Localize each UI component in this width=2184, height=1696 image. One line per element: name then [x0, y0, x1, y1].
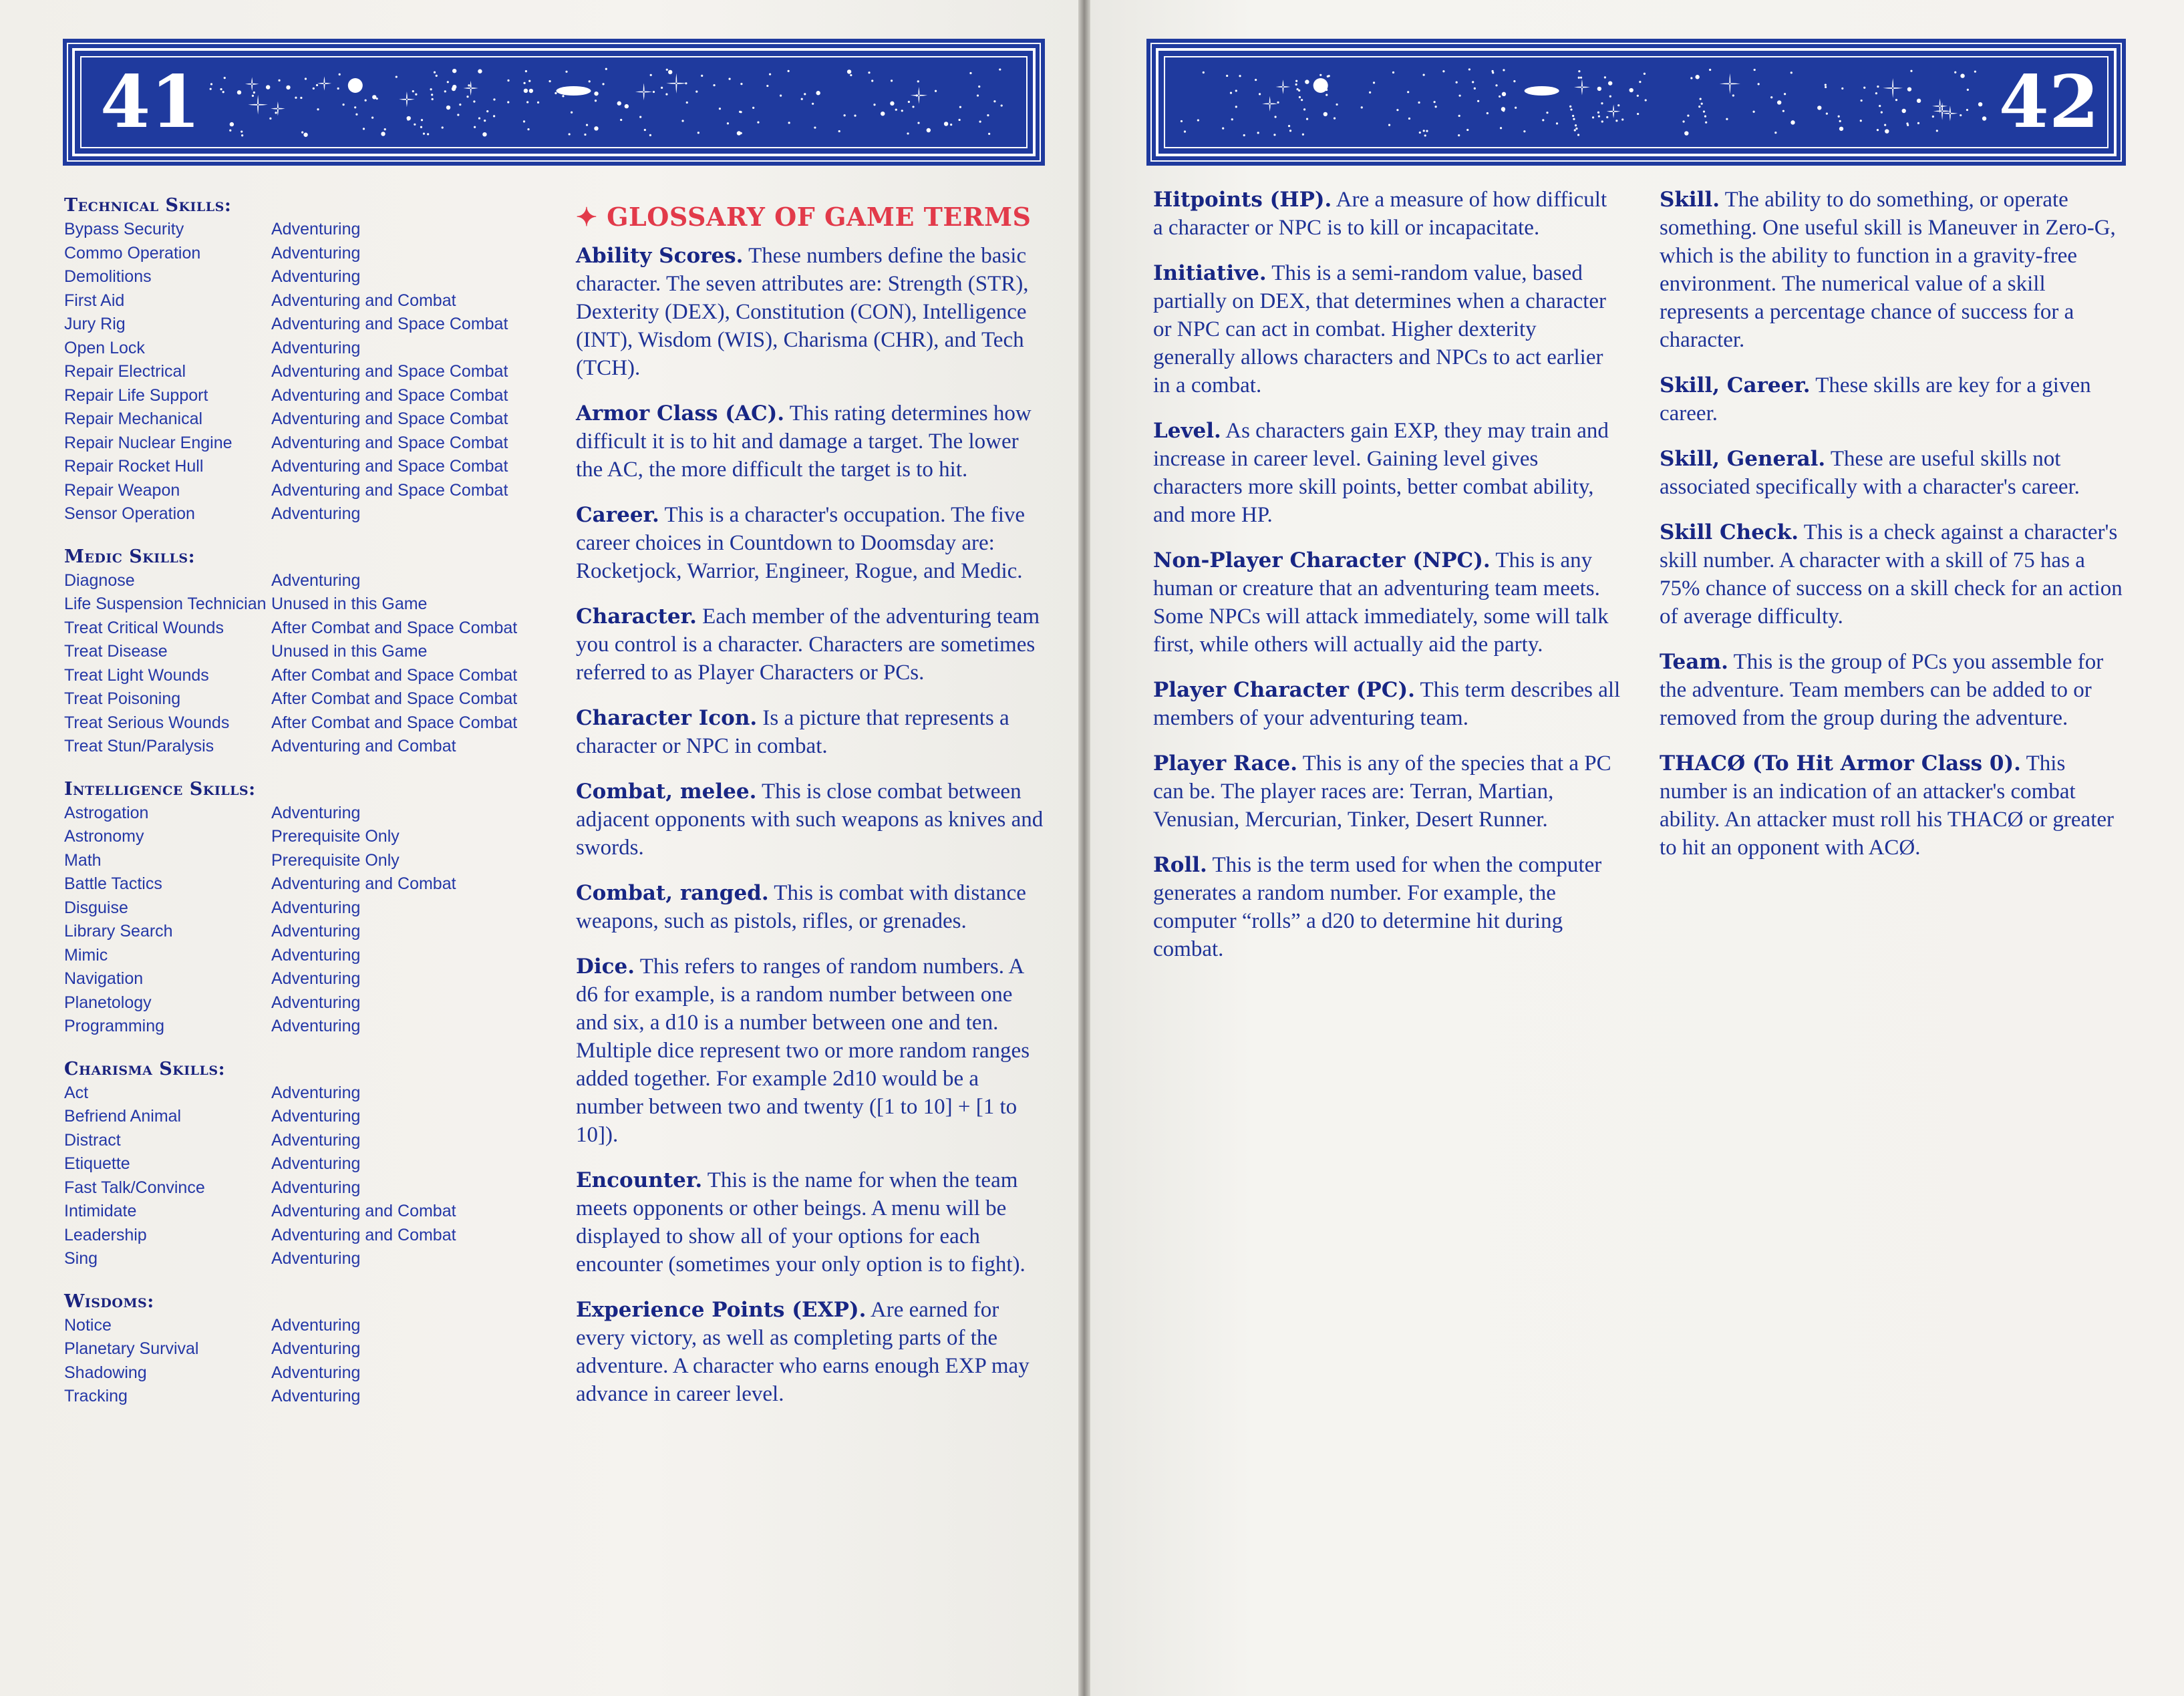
skill-name: Repair Life Support	[64, 385, 208, 405]
skill-group-heading: Technical Skills:	[64, 195, 232, 216]
skill-use: Adventuring	[271, 267, 361, 286]
skill-use: Adventuring	[271, 338, 361, 357]
skill-name: Demolitions	[64, 267, 152, 286]
skill-name: Astronomy	[64, 827, 144, 846]
skill-use: Unused in this Game	[271, 642, 428, 661]
skill-use: Adventuring and Space Combat	[271, 480, 508, 500]
glossary-entry	[1153, 546, 1621, 659]
skill-name: Treat Stun/Paralysis	[64, 737, 214, 755]
skill-use: Prerequisite Only	[271, 827, 400, 846]
skill-name: Act	[64, 1083, 89, 1102]
skill-use: Adventuring and Space Combat	[271, 409, 508, 428]
skill-use: Adventuring	[271, 1363, 361, 1382]
skill-name: Programming	[64, 1017, 165, 1035]
glossary-term: Skill, Career.	[1660, 373, 1811, 397]
skill-row	[64, 991, 532, 1015]
skill-row	[64, 432, 532, 456]
glossary-entry	[1660, 518, 2127, 631]
skill-use: Adventuring and Space Combat	[271, 433, 508, 452]
glossary-term: THACØ (To Hit Armor Class 0).	[1660, 751, 2021, 776]
skill-row	[64, 1152, 532, 1176]
glossary-term: Initiative.	[1153, 261, 1267, 285]
skill-name: Distract	[64, 1130, 121, 1150]
skill-use: Adventuring	[271, 1178, 361, 1197]
glossary-term: Hitpoints (HP).	[1153, 188, 1332, 212]
skill-name: Commo Operation	[64, 243, 201, 263]
skill-row	[64, 1314, 532, 1338]
glossary-column-2	[1153, 186, 1621, 981]
skill-row	[64, 313, 532, 337]
glossary-term: Roll.	[1153, 853, 1207, 877]
page-number-right: 42	[1998, 60, 2099, 144]
skill-name: Shadowing	[64, 1363, 147, 1382]
page-banner-right	[1146, 39, 2126, 166]
skill-row	[64, 569, 532, 593]
glossary-definition: This is combat with distance weapons, such as pistols, rifles, or grenades.	[576, 881, 1026, 933]
skill-name: Mimic	[64, 945, 108, 965]
skill-use: After Combat and Space Combat	[271, 689, 518, 708]
skill-name: Tracking	[64, 1387, 128, 1405]
skill-use: Adventuring	[271, 1249, 361, 1268]
skill-row	[64, 735, 532, 759]
skill-use: Adventuring	[271, 922, 361, 941]
glossary-entry	[1153, 676, 1621, 732]
skill-group	[64, 545, 532, 759]
skill-name: Astrogation	[64, 803, 149, 822]
skill-row	[64, 384, 532, 408]
skill-row	[64, 640, 532, 664]
skill-name: Sensor Operation	[64, 504, 195, 523]
skill-row	[64, 1361, 532, 1385]
skill-row	[64, 242, 532, 266]
glossary-entry	[1153, 851, 1621, 963]
glossary-definition: This is the name for when the team meets opponents or other beings. A menu will be displayed to show all of your options for each encounter (sometimes your only option is to fight).	[576, 1168, 1026, 1277]
glossary-term: Ability Scores.	[576, 244, 744, 268]
skill-use: Adventuring	[271, 504, 361, 523]
skill-use: Adventuring	[271, 1107, 361, 1126]
skill-name: Repair Nuclear Engine	[64, 433, 232, 452]
glossary-term: Player Race.	[1153, 751, 1297, 776]
glossary-definition: Is a picture that represents a character or NPC in combat.	[576, 706, 1009, 758]
glossary-entry	[1660, 445, 2127, 501]
glossary-title: ✦ GLOSSARY OF GAME TERMS	[576, 202, 1032, 232]
skill-use: Adventuring and Space Combat	[271, 362, 508, 381]
glossary-entry	[576, 704, 1044, 760]
glossary-definition: These numbers define the basic character. The seven attributes are: Strength (STR), Dexterity (DEX), Constitution (CON), Intelligence (INT), Wisdom (WIS), Charisma (CHR), and Tech (TCH).	[576, 244, 1029, 380]
skill-row	[64, 711, 532, 735]
skill-name: Notice	[64, 1315, 112, 1335]
skill-use: Adventuring	[271, 1130, 361, 1150]
skill-row	[64, 920, 532, 944]
skill-use: Adventuring	[271, 1017, 361, 1035]
glossary-term: Combat, ranged.	[576, 881, 769, 905]
skill-row	[64, 502, 532, 526]
glossary-entry	[1660, 186, 2127, 354]
glossary-entry	[1153, 417, 1621, 529]
skill-name: Planetology	[64, 993, 152, 1012]
skill-name: Disguise	[64, 898, 128, 917]
skill-use: Unused in this Game	[271, 595, 428, 613]
skill-name: Treat Disease	[64, 642, 168, 661]
glossary-term: Skill.	[1660, 188, 1720, 212]
glossary-term: Combat, melee.	[576, 780, 757, 804]
skill-row	[64, 849, 532, 873]
glossary-entry	[576, 778, 1044, 862]
glossary-entry	[576, 242, 1044, 382]
skill-use: Adventuring and Combat	[271, 737, 456, 755]
glossary-definition: This term describes all members of your adventuring team.	[1153, 678, 1621, 730]
glossary-term: Skill, General.	[1660, 447, 1826, 471]
skill-name: Repair Electrical	[64, 362, 186, 381]
skill-name: Treat Light Wounds	[64, 665, 209, 685]
skill-row	[64, 592, 532, 617]
skill-row	[64, 289, 532, 313]
skill-row	[64, 825, 532, 849]
glossary-definition: This refers to ranges of random numbers. A d6 for example, is a random number between one and six, a d10 is a number between one and ten. Multiple dice represent two or more random ranges added together. For example 2d10 would be a number between two and twenty ([1 to 10] + [1 to 10]).	[576, 955, 1030, 1147]
skill-use: Adventuring	[271, 803, 361, 822]
skill-row	[64, 265, 532, 289]
skill-name: Intimidate	[64, 1202, 137, 1220]
skill-use: Adventuring	[271, 898, 361, 917]
glossary-definition: This is the group of PCs you assemble for the adventure. Team members can be added to or removed from the group during the adventure.	[1660, 650, 2104, 730]
skill-name: Open Lock	[64, 338, 145, 357]
glossary-entry	[1153, 749, 1621, 834]
skill-use: After Combat and Space Combat	[271, 618, 518, 637]
skill-row	[64, 337, 532, 361]
skill-name: Repair Mechanical	[64, 409, 203, 428]
skills-table	[64, 194, 532, 1427]
skill-name: Diagnose	[64, 570, 135, 590]
glossary-entry	[576, 399, 1044, 484]
skill-row	[64, 802, 532, 826]
glossary-term: Character.	[576, 605, 697, 629]
skill-row	[64, 1081, 532, 1106]
skill-name: Befriend Animal	[64, 1107, 182, 1126]
skill-use: Prerequisite Only	[271, 850, 400, 870]
glossary-entry	[576, 501, 1044, 585]
skill-use: After Combat and Space Combat	[271, 665, 518, 685]
skill-row	[64, 407, 532, 432]
glossary-definition: This is a character's occupation. The five career choices in Countdown to Doomsday are: Rocketjock, Warrior, Engineer, Rogue, and Medic.	[576, 503, 1026, 583]
glossary-entry	[1660, 371, 2127, 428]
glossary-definition: These are useful skills not associated specifically with a character's career.	[1660, 447, 2080, 499]
skill-use: Adventuring	[271, 993, 361, 1012]
skill-use: Adventuring and Combat	[271, 1202, 456, 1220]
glossary-definition: As characters gain EXP, they may train and increase in career level. Gaining level gives characters more skill points, better combat ability, and more HP.	[1153, 419, 1609, 527]
skill-use: Adventuring and Combat	[271, 291, 456, 310]
skill-use: Adventuring	[271, 1083, 361, 1102]
glossary-term: Character Icon.	[576, 706, 758, 730]
skill-name: Sing	[64, 1249, 98, 1268]
skill-group	[64, 778, 532, 1039]
glossary-entry	[1660, 749, 2127, 862]
skill-group	[64, 1290, 532, 1409]
skill-name: Battle Tactics	[64, 874, 162, 893]
skill-row	[64, 617, 532, 641]
skill-group	[64, 1057, 532, 1271]
skill-row	[64, 1200, 532, 1224]
skill-row	[64, 479, 532, 503]
glossary-term: Player Character (PC).	[1153, 678, 1415, 702]
skill-use: Adventuring and Combat	[271, 874, 456, 893]
glossary-definition: Are a measure of how difficult a character or NPC is to kill or incapacitate.	[1153, 188, 1607, 240]
glossary-term: Dice.	[576, 955, 635, 979]
skill-name: Jury Rig	[64, 315, 126, 333]
skill-row	[64, 896, 532, 920]
skill-use: Adventuring	[271, 570, 361, 590]
skill-name: Math	[64, 850, 102, 870]
glossary-entry	[576, 953, 1044, 1149]
skill-use: Adventuring	[271, 1339, 361, 1358]
skill-row	[64, 1129, 532, 1153]
glossary-definition: The ability to do something, or operate something. One useful skill is Maneuver in Zero-G, which is the ability to function in a gravity-free environment. The numerical value of a skill represents a percentage chance of success for a character.	[1660, 188, 2116, 352]
glossary-definition: These skills are key for a given career.	[1660, 373, 2091, 426]
skill-name: Treat Serious Wounds	[64, 713, 230, 732]
skill-row	[64, 967, 532, 991]
skill-name: First Aid	[64, 291, 125, 310]
skill-row	[64, 664, 532, 688]
skill-use: Adventuring	[271, 1387, 361, 1405]
skill-name: Planetary Survival	[64, 1339, 199, 1358]
skill-group	[64, 194, 532, 526]
skill-row	[64, 1337, 532, 1361]
skill-use: Adventuring and Space Combat	[271, 385, 508, 405]
glossary-term: Career.	[576, 503, 659, 527]
skill-use: Adventuring and Combat	[271, 1225, 456, 1244]
glossary-definition: This is the term used for when the computer generates a random number. For example, the computer “rolls” a d20 to determine hit during combat.	[1153, 853, 1602, 961]
skill-name: Library Search	[64, 922, 173, 941]
glossary-entry	[576, 879, 1044, 935]
skill-group-heading: Charisma Skills:	[64, 1058, 226, 1079]
page-number-left: 41	[100, 60, 201, 144]
skill-use: Adventuring	[271, 969, 361, 988]
left-page	[0, 0, 1078, 1696]
skill-group-heading: Intelligence Skills:	[64, 778, 256, 800]
skill-use: Adventuring and Space Combat	[271, 315, 508, 333]
skill-name: Treat Critical Wounds	[64, 618, 224, 637]
glossary-entry	[576, 603, 1044, 687]
glossary-term: Encounter.	[576, 1168, 703, 1192]
skill-row	[64, 1385, 532, 1409]
skill-row	[64, 218, 532, 242]
glossary-definition: This is a semi-random value, based partially on DEX, that determines when a character or NPC can act in combat. Higher dexterity generally allows characters and NPCs to act earlier in a combat.	[1153, 261, 1607, 397]
skill-use: Adventuring	[271, 945, 361, 965]
glossary-term: Team.	[1660, 650, 1728, 674]
skill-group-heading: Wisdoms:	[64, 1291, 154, 1312]
glossary-definition: Each member of the adventuring team you control is a character. Characters are sometimes referred to as Player Characters or PCs.	[576, 605, 1040, 685]
glossary-entry	[576, 1296, 1044, 1408]
skill-row	[64, 1105, 532, 1129]
glossary-term: Armor Class (AC).	[576, 401, 785, 426]
skill-name: Etiquette	[64, 1154, 130, 1173]
skill-row	[64, 944, 532, 968]
page-banner-left	[63, 39, 1045, 166]
glossary-definition: This number is an indication of an attacker's combat ability. An attacker must roll his THACØ or greater to hit an opponent with ACØ.	[1660, 751, 2115, 860]
skill-row	[64, 455, 532, 479]
skill-name: Life Suspension Technician	[64, 595, 267, 613]
book-gutter	[1078, 0, 1090, 1696]
glossary-column-1	[576, 200, 1044, 1425]
skill-use: Adventuring	[271, 1315, 361, 1335]
glossary-definition: This is close combat between adjacent opponents with such weapons as knives and swords.	[576, 780, 1044, 860]
glossary-entry	[1153, 186, 1621, 242]
glossary-term: Experience Points (EXP).	[576, 1298, 867, 1322]
skill-row	[64, 687, 532, 711]
skill-name: Bypass Security	[64, 220, 184, 238]
skill-use: Adventuring	[271, 1154, 361, 1173]
skill-row	[64, 1247, 532, 1271]
skill-row	[64, 1224, 532, 1248]
skill-name: Fast Talk/Convince	[64, 1178, 205, 1197]
glossary-definition: Are earned for every victory, as well as completing parts of the adventure. A character who earns enough EXP may advance in career level.	[576, 1298, 1030, 1406]
glossary-entry	[576, 1166, 1044, 1279]
skill-name: Repair Rocket Hull	[64, 457, 204, 476]
glossary-entry	[1153, 259, 1621, 399]
glossary-definition: This rating determines how difficult it is to hit and damage a target. The lower the AC, the more difficult the target is to hit.	[576, 401, 1032, 482]
skill-name: Repair Weapon	[64, 480, 180, 500]
glossary-column-3	[1660, 186, 2127, 879]
glossary-definition: This is any of the species that a PC can be. The player races are: Terran, Martian, Venusian, Mercurian, Tinker, Desert Runner.	[1153, 751, 1611, 832]
skill-name: Navigation	[64, 969, 144, 988]
skill-use: After Combat and Space Combat	[271, 713, 518, 732]
glossary-definition: This is any human or creature that an adventuring team meets. Some NPCs will attack immediately, some will talk first, while others will actually aid the party.	[1153, 548, 1609, 657]
glossary-entry	[1660, 648, 2127, 732]
skill-row	[64, 1176, 532, 1200]
skill-use: Adventuring	[271, 243, 361, 263]
skill-row	[64, 360, 532, 384]
glossary-term: Level.	[1153, 419, 1221, 443]
glossary-term: Skill Check.	[1660, 520, 1799, 544]
skill-name: Treat Poisoning	[64, 689, 181, 708]
glossary-definition: This is a check against a character's skill number. A character with a skill of 75 has a 75% chance of success on a skill check for an action of average difficulty.	[1660, 520, 2123, 629]
glossary-term: Non-Player Character (NPC).	[1153, 548, 1491, 572]
skill-name: Leadership	[64, 1225, 147, 1244]
skill-use: Adventuring and Space Combat	[271, 457, 508, 476]
skill-use: Adventuring	[271, 220, 361, 238]
skill-row	[64, 872, 532, 896]
skill-group-heading: Medic Skills:	[64, 546, 196, 567]
skill-row	[64, 1015, 532, 1039]
